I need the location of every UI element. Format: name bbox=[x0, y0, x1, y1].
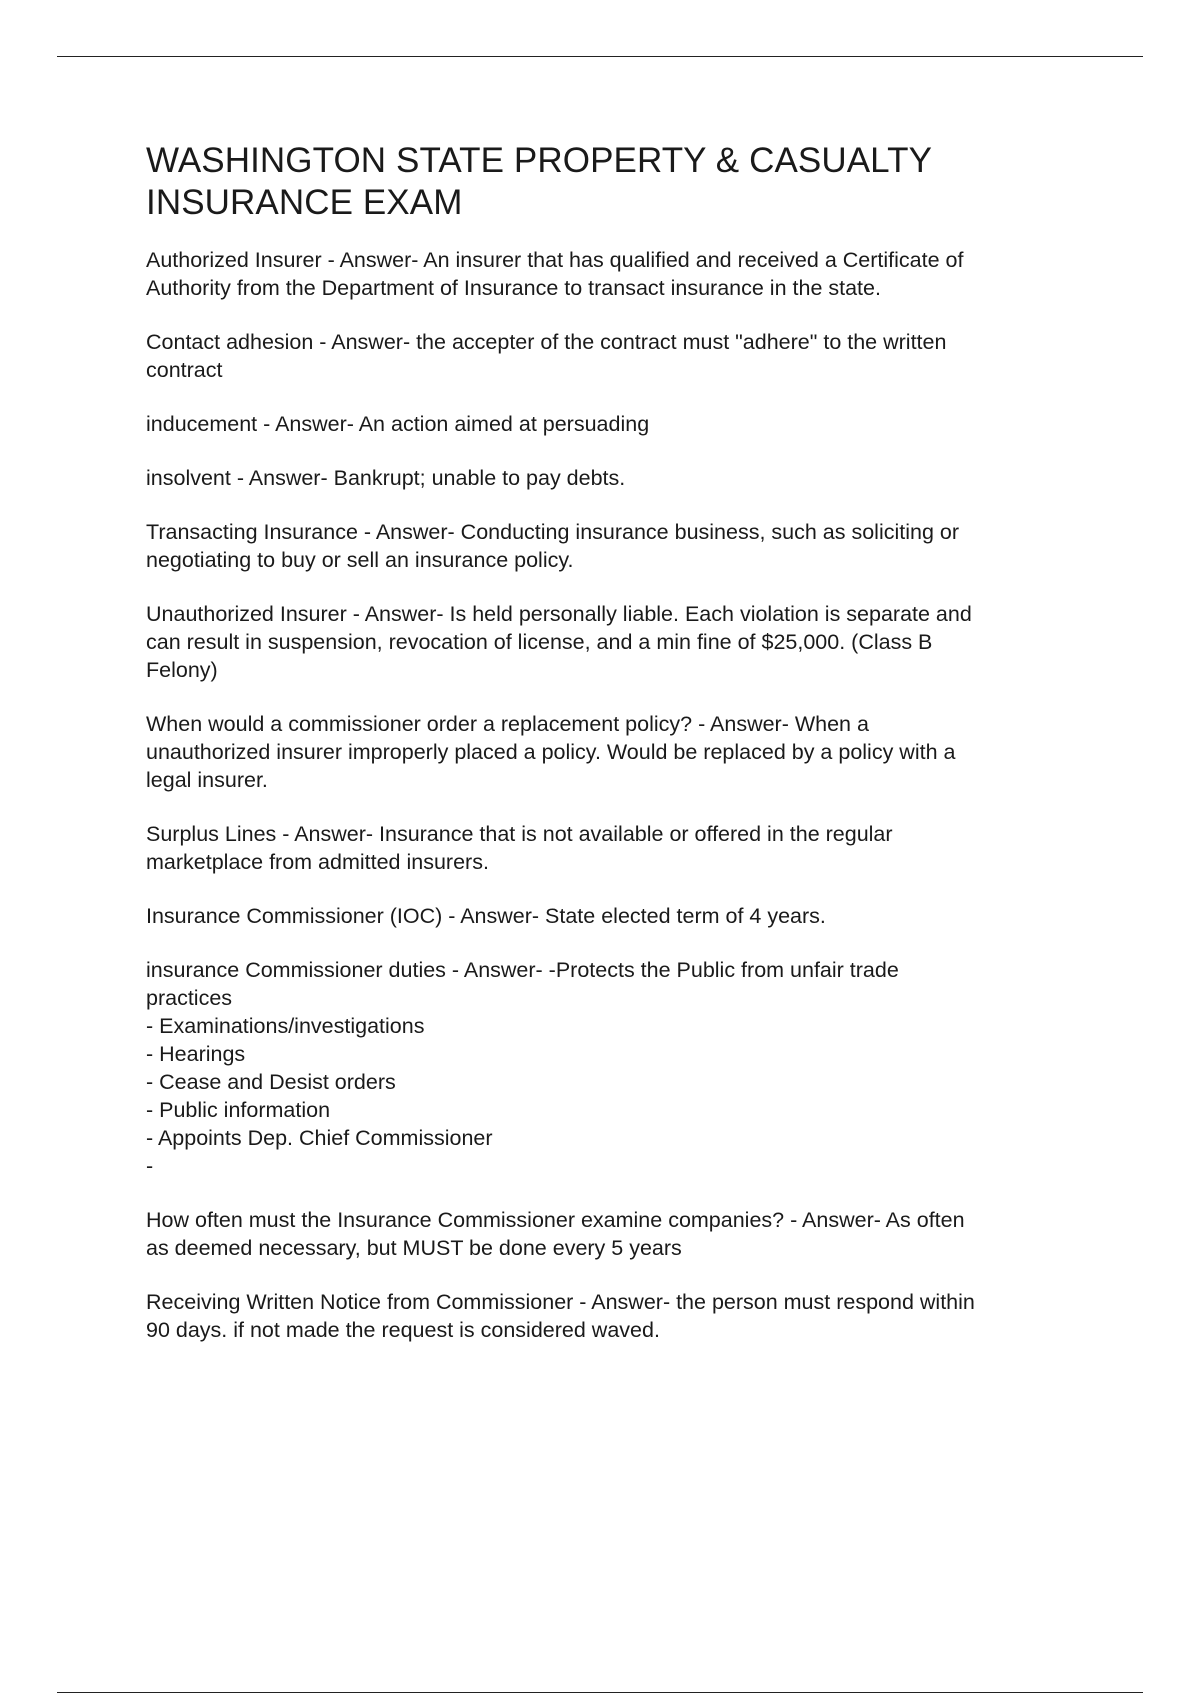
entry-transacting-insurance: Transacting Insurance - Answer- Conducting insurance business, such as soliciting or negotiating to buy or sell an insurance policy. bbox=[146, 520, 960, 572]
document-body bbox=[146, 140, 1086, 1370]
entry-insurance-commissioner: Insurance Commissioner (IOC) - Answer- State elected term of 4 years. bbox=[146, 904, 826, 928]
entry-insolvent: insolvent - Answer- Bankrupt; unable to pay debts. bbox=[146, 466, 626, 490]
entry-commissioner-duties: insurance Commissioner duties - Answer- -Protects the Public from unfair trade practices - Examinations/investigations - Hearings - Cease and Desist orders - Public information - Appoints Dep. Chief Commissioner - bbox=[146, 958, 899, 1178]
bottom-divider bbox=[57, 1692, 1143, 1693]
entry-unauthorized-insurer: Unauthorized Insurer - Answer- Is held personally liable. Each violation is separate and can result in suspension, revocation of license, and a min fine of $25,000. (Class B Felony) bbox=[146, 602, 972, 682]
entry-inducement: inducement - Answer- An action aimed at persuading bbox=[146, 412, 650, 436]
entry-authorized-insurer: Authorized Insurer - Answer- An insurer that has qualified and received a Certificate of Authority from the Department of Insurance to transact insurance in the state. bbox=[146, 248, 964, 300]
entry-examine-companies: How often must the Insurance Commissioner examine companies? - Answer- As often as deemed necessary, but MUST be done every 5 years bbox=[146, 1208, 965, 1260]
entry-contract-adhesion: Contact adhesion - Answer- the accepter of the contract must "adhere" to the written contract bbox=[146, 330, 947, 382]
title-line-2: INSURANCE EXAM bbox=[146, 183, 463, 222]
top-divider bbox=[57, 56, 1143, 57]
entry-surplus-lines: Surplus Lines - Answer- Insurance that is not available or offered in the regular marketplace from admitted insurers. bbox=[146, 822, 893, 874]
entry-written-notice: Receiving Written Notice from Commissioner - Answer- the person must respond within 90 days. if not made the request is considered waved. bbox=[146, 1290, 975, 1342]
document-title bbox=[146, 140, 1086, 224]
entry-replacement-policy: When would a commissioner order a replacement policy? - Answer- When a unauthorized insurer improperly placed a policy. Would be replaced by a policy with a legal insurer. bbox=[146, 712, 956, 792]
title-line-1: WASHINGTON STATE PROPERTY & CASUALTY bbox=[146, 141, 933, 180]
